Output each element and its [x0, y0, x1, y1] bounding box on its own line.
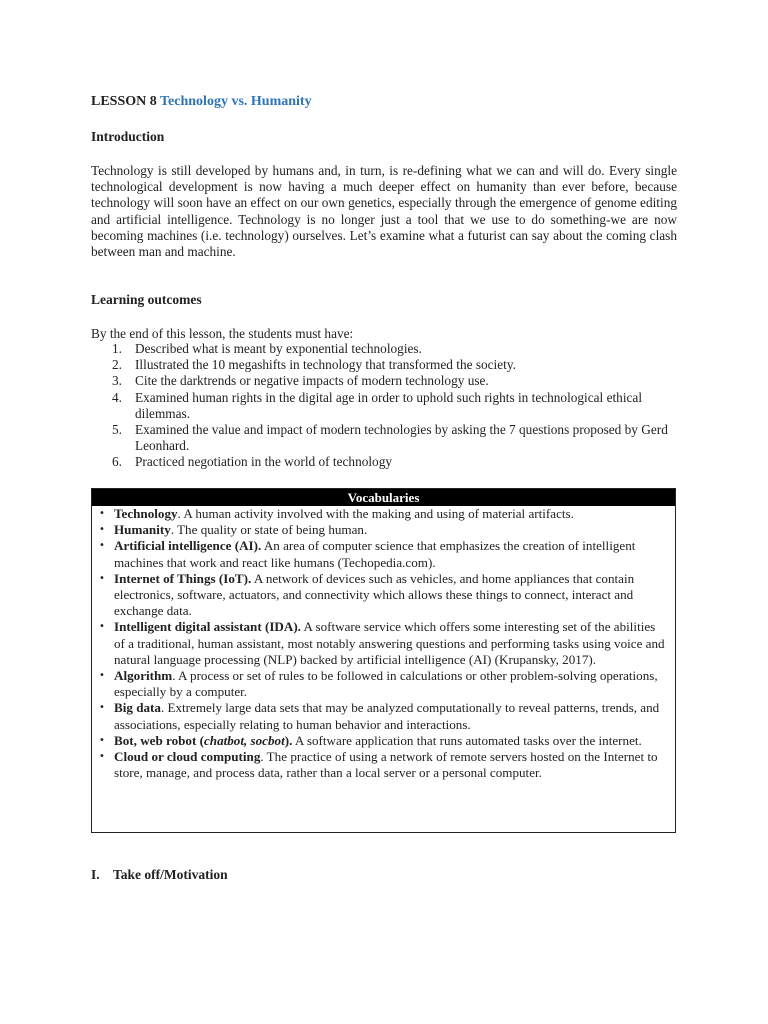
- lesson-topic: Technology vs. Humanity: [160, 94, 312, 109]
- vocab-term: Internet of Things (IoT).: [114, 570, 252, 586]
- introduction-paragraph: Technology is still developed by humans and, in turn, is re-defining what we can and will do. Every single technological development is now having a much deeper effect on humanity than ever before, because technology will soon have an effect on our own genetics, especially through the emergence of genome editing and artificial intelligence. Technology is no longer just a tool that we use to do something-we are now becoming machines (i.e. technology) ourselves. Let’s examine what a futurist can say about the coming clash between man and machine.: [91, 163, 677, 260]
- vocab-term: Humanity: [114, 522, 171, 538]
- vocab-term: Big data: [114, 700, 161, 716]
- list-item-number: 5.: [112, 422, 122, 438]
- vocab-item-cloud: [92, 749, 675, 781]
- section-title: Take off/Motivation: [113, 867, 228, 882]
- vocab-term: Intelligent digital assistant (IDA).: [114, 619, 301, 635]
- list-item-text: Illustrated the 10 megashifts in technology that transformed the society.: [135, 357, 516, 373]
- bullet-icon: •: [99, 621, 105, 633]
- vocab-definition: . A human activity involved with the making and using of material artifacts.: [177, 506, 574, 521]
- list-item-text: Examined the value and impact of modern technologies by asking the 7 questions proposed by Gerd Leonhard.: [135, 422, 668, 454]
- list-item-text: Cite the darktrends or negative impacts of modern technology use.: [135, 373, 489, 389]
- vocab-item-ida: [92, 619, 675, 668]
- bullet-icon: •: [99, 540, 105, 552]
- section-heading-takeoff: [91, 867, 228, 883]
- vocab-term: Technology: [114, 506, 178, 521]
- bullet-icon: •: [99, 751, 105, 763]
- list-item: [91, 373, 677, 389]
- list-item-text: Examined human rights in the digital age in order to uphold such rights in technological ethical dilemmas.: [135, 389, 643, 421]
- vocab-definition: An area of computer science that emphasizes the creation of intelligent machines that work and react like humans (Techopedia.com).: [114, 538, 636, 570]
- list-item-number: 1.: [112, 341, 122, 356]
- list-item: [91, 422, 677, 454]
- lesson-label: LESSON 8: [91, 94, 157, 109]
- vocabularies-table: [91, 488, 676, 833]
- vocab-term: Algorithm: [114, 668, 173, 684]
- list-item-number: 3.: [112, 373, 122, 389]
- vocabularies-header: Vocabularies: [92, 489, 675, 506]
- vocab-definition: . A process or set of rules to be followed in calculations or other problem-solving operations, especially by a computer.: [114, 668, 658, 700]
- list-item: [91, 357, 677, 373]
- vocab-term-start: Bot, web robot (: [114, 732, 204, 748]
- vocab-item-algorithm: [92, 668, 675, 700]
- list-item-number: 6.: [112, 454, 122, 470]
- vocab-definition: A software service which offers some interesting set of the abilities of a traditional, human assistant, most notably answering questions and performing tasks using voice and natural language processing (NLP) backed by artificial intelligence (AI) (Krupansky, 2017).: [114, 619, 665, 667]
- learning-outcomes-heading: Learning outcomes: [91, 292, 202, 307]
- learning-outcomes-lead: By the end of this lesson, the students must have:: [91, 326, 354, 341]
- vocab-definition: A software application that runs automated tasks over the internet.: [292, 732, 642, 748]
- vocab-item-ai: [92, 538, 675, 570]
- vocab-term: [114, 733, 292, 748]
- list-item-text: Described what is meant by exponential technologies.: [135, 341, 422, 356]
- bullet-icon: •: [99, 572, 105, 584]
- vocab-definition: A network of devices such as vehicles, and home appliances that contain electronics, software, actuators, and connectivity which allows these things to connect, interact and exchange data.: [114, 570, 635, 619]
- bullet-icon: •: [99, 508, 105, 519]
- list-item: [91, 454, 677, 470]
- vocab-definition: . The practice of using a network of remote servers hosted on the Internet to store, manage, and process data, rather than a local server or a personal computer.: [114, 749, 658, 781]
- bullet-icon: •: [99, 702, 105, 714]
- bullet-icon: •: [99, 670, 105, 682]
- bullet-icon: •: [99, 734, 105, 746]
- vocab-item-bot: [92, 733, 675, 749]
- vocab-definition: . Extremely large data sets that may be analyzed computationally to reveal patterns, trends, and associations, especially relating to human behavior and interactions.: [114, 700, 660, 732]
- list-item-text: Practiced negotiation in the world of technology: [135, 454, 393, 470]
- vocab-term: Artificial intelligence (AI).: [114, 538, 262, 554]
- bullet-icon: •: [99, 524, 105, 536]
- list-item-number: 4.: [112, 389, 122, 405]
- vocab-term-italic: chatbot, socbot: [203, 732, 285, 748]
- section-number: I.: [91, 867, 100, 882]
- list-item: [91, 390, 677, 422]
- lesson-title: [91, 94, 312, 110]
- vocab-term: Cloud or cloud computing: [114, 749, 261, 765]
- vocab-term-end: ).: [284, 732, 293, 748]
- vocab-item-big-data: [92, 700, 675, 732]
- vocab-item-technology: [92, 506, 675, 522]
- vocab-definition: . The quality or state of being human.: [170, 522, 368, 538]
- list-item: [91, 341, 677, 357]
- vocabularies-list: [92, 506, 675, 781]
- list-item-number: 2.: [112, 357, 122, 373]
- introduction-heading: Introduction: [91, 129, 165, 144]
- vocab-item-humanity: [92, 522, 675, 538]
- learning-outcomes-list: [91, 341, 677, 471]
- vocab-item-iot: [92, 571, 675, 620]
